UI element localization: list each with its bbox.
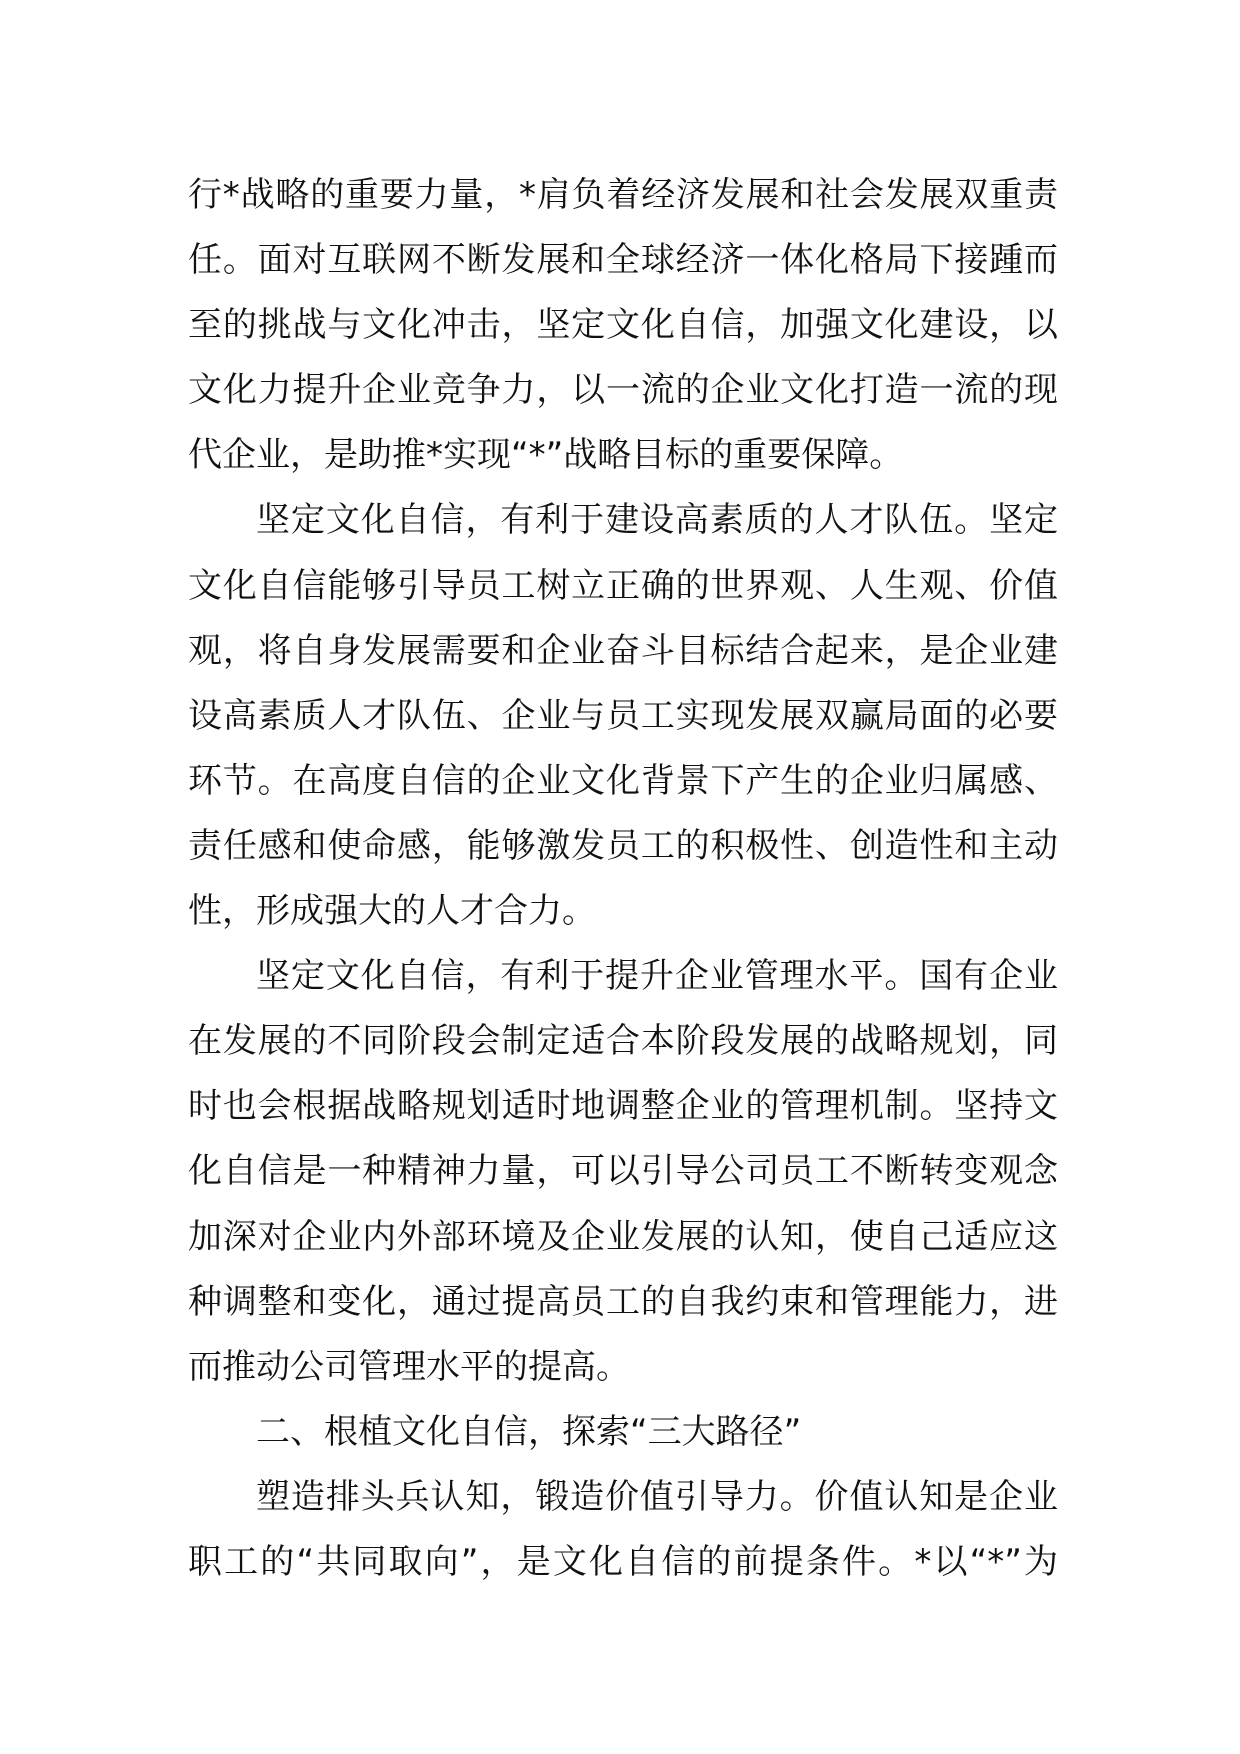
text-line: 职工的“共同取向”，是文化自信的前提条件。*以“*”为 <box>188 1541 1058 1582</box>
body-text <box>188 163 1058 1595</box>
text-line: 在发展的不同阶段会制定适合本阶段发展的战略规划，同 <box>188 1021 1058 1062</box>
text-line: 化自信是一种精神力量，可以引导公司员工不断转变观念 <box>188 1151 1058 1192</box>
text-line: 加深对企业内外部环境及企业发展的认知，使自己适应这 <box>188 1216 1058 1257</box>
text-line: 责任感和使命感，能够激发员工的积极性、创造性和主动 <box>188 825 1058 866</box>
text-line: 性，形成强大的人才合力。 <box>188 891 596 932</box>
text-line: 设高素质人才队伍、企业与员工实现发展双赢局面的必要 <box>188 695 1058 736</box>
text-line: 种调整和变化，通过提高员工的自我约束和管理能力，进 <box>188 1281 1058 1322</box>
text-line: 至的挑战与文化冲击，坚定文化自信，加强文化建设，以 <box>188 305 1058 346</box>
text-line: 环节。在高度自信的企业文化背景下产生的企业归属感、 <box>188 760 1058 801</box>
text-line: 观，将自身发展需要和企业奋斗目标结合起来，是企业建 <box>188 630 1058 671</box>
text-line: 而推动公司管理水平的提高。 <box>188 1346 630 1387</box>
text-line: 坚定文化自信，有利于建设高素质的人才队伍。坚定 <box>256 500 1058 541</box>
text-line: 任。面对互联网不断发展和全球经济一体化格局下接踵而 <box>188 240 1058 281</box>
text-line: 二、根植文化自信，探索“三大路径” <box>256 1411 802 1452</box>
text-line: 塑造排头兵认知，锻造价值引导力。价值认知是企业 <box>256 1476 1058 1517</box>
text-line: 文化力提升企业竞争力，以一流的企业文化打造一流的现 <box>188 370 1058 411</box>
text-line: 文化自信能够引导员工树立正确的世界观、人生观、价值 <box>188 565 1058 606</box>
text-line: 代企业，是助推*实现“*”战略目标的重要保障。 <box>188 435 904 476</box>
text-line: 行*战略的重要力量，*肩负着经济发展和社会发展双重责 <box>188 175 1058 215</box>
text-line: 时也会根据战略规划适时地调整企业的管理机制。坚持文 <box>188 1086 1058 1127</box>
text-line: 坚定文化自信，有利于提升企业管理水平。国有企业 <box>256 956 1058 997</box>
